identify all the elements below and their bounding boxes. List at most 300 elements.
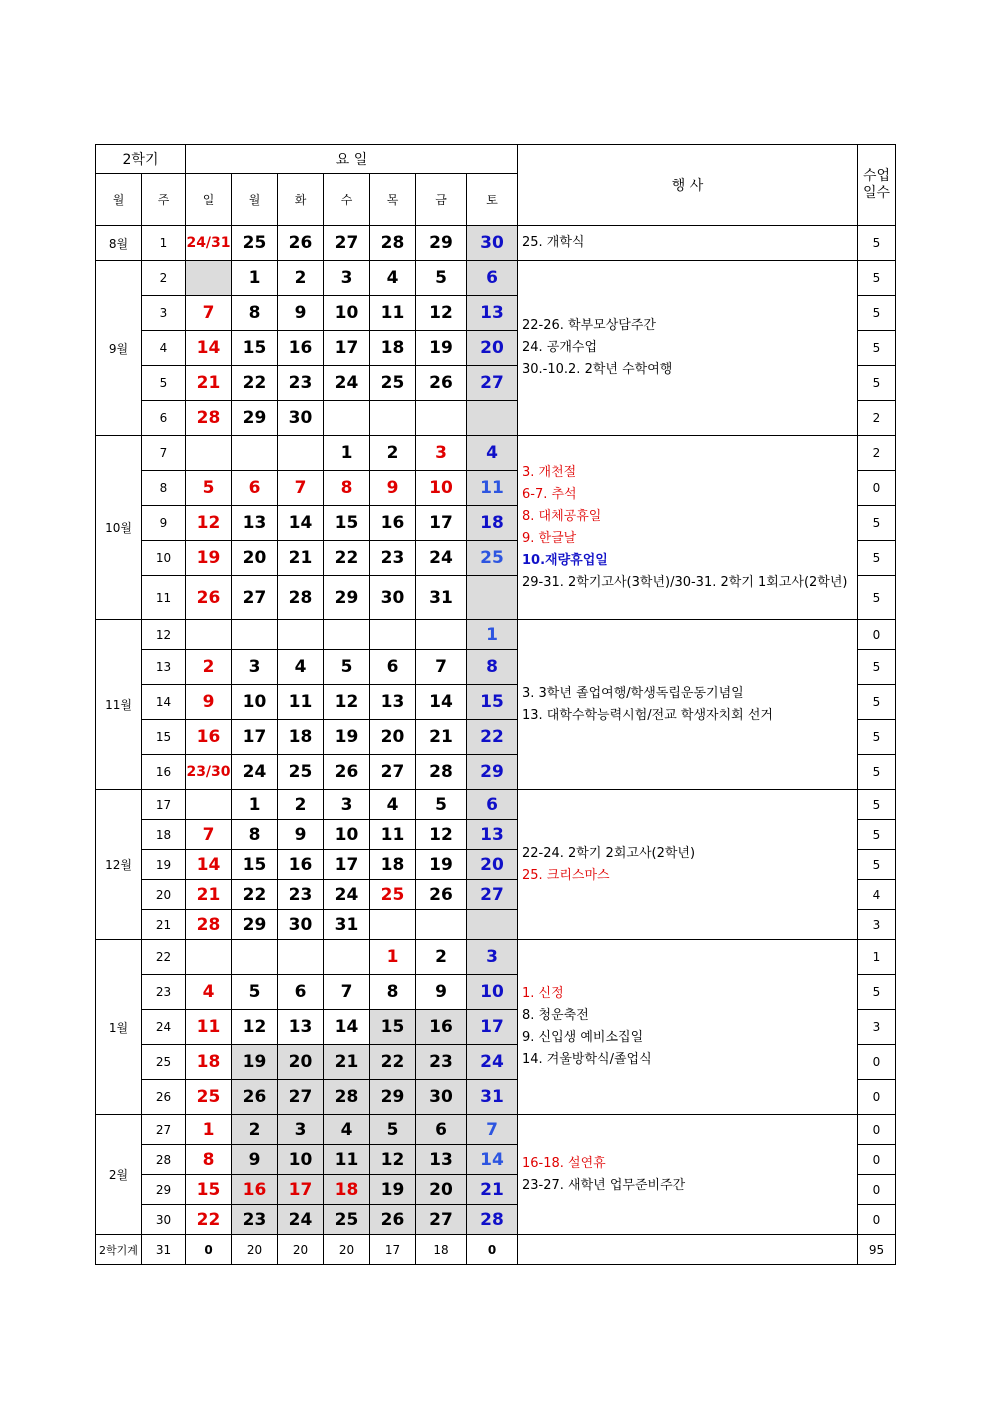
class-days-count: 0: [858, 1045, 896, 1080]
week-number: 16: [142, 755, 186, 790]
day-header-thu: 목: [370, 174, 416, 226]
day-cell-sun: 2: [186, 650, 232, 685]
totals-class-days: 95: [858, 1235, 896, 1265]
day-cell-sat: 15: [467, 685, 518, 720]
day-cell-fri: 13: [416, 1145, 467, 1175]
day-cell-thu: 19: [370, 1175, 416, 1205]
day-cell-tue: [278, 940, 324, 975]
class-days-count: 1: [858, 940, 896, 975]
week-row: [96, 1115, 896, 1145]
week-number: 26: [142, 1080, 186, 1115]
day-cell-wed: 24: [324, 880, 370, 910]
day-cell-wed: 3: [324, 261, 370, 296]
day-cell-mon: 1: [232, 790, 278, 820]
class-days-count: 5: [858, 261, 896, 296]
class-days-count: 5: [858, 790, 896, 820]
event-line: 16-18. 설연휴: [522, 1155, 606, 1171]
class-days-count: 0: [858, 1175, 896, 1205]
day-cell-thu: 12: [370, 1145, 416, 1175]
day-cell-wed: 19: [324, 720, 370, 755]
day-cell-wed: 11: [324, 1145, 370, 1175]
day-cell-tue: 28: [278, 576, 324, 620]
month-events: [518, 436, 858, 620]
day-cell-tue: 25: [278, 755, 324, 790]
day-cell-mon: 19: [232, 1045, 278, 1080]
day-cell-thu: 26: [370, 1205, 416, 1235]
day-cell-wed: 1: [324, 436, 370, 471]
day-cell-tue: 30: [278, 910, 324, 940]
day-cell-sat: 29: [467, 755, 518, 790]
day-cell-wed: 17: [324, 331, 370, 366]
week-row: [96, 261, 896, 296]
event-line: 29-31. 2학기고사(3학년)/30-31. 2학기 1회고사(2학년): [522, 574, 848, 590]
day-cell-sun: 4: [186, 975, 232, 1010]
totals-day-sat: 0: [467, 1235, 518, 1265]
totals-day-fri: 18: [416, 1235, 467, 1265]
month-events: [518, 261, 858, 436]
day-cell-tue: 18: [278, 720, 324, 755]
day-cell-tue: 10: [278, 1145, 324, 1175]
day-header-sun: 일: [186, 174, 232, 226]
day-cell-sun: [186, 940, 232, 975]
day-cell-sun: [186, 436, 232, 471]
day-cell-thu: [370, 910, 416, 940]
academic-calendar-table: [95, 144, 896, 1265]
day-cell-mon: 5: [232, 975, 278, 1010]
class-days-count: 0: [858, 620, 896, 650]
day-cell-wed: 17: [324, 850, 370, 880]
day-cell-mon: 24: [232, 755, 278, 790]
week-number: 21: [142, 910, 186, 940]
day-cell-fri: 26: [416, 366, 467, 401]
day-cell-wed: 24: [324, 366, 370, 401]
day-cell-thu: 25: [370, 366, 416, 401]
day-cell-fri: 7: [416, 650, 467, 685]
day-cell-tue: 16: [278, 850, 324, 880]
day-cell-fri: 3: [416, 436, 467, 471]
week-number: 3: [142, 296, 186, 331]
week-number: 12: [142, 620, 186, 650]
day-cell-sun: 11: [186, 1010, 232, 1045]
day-cell-sun: 14: [186, 331, 232, 366]
day-cell-thu: 18: [370, 331, 416, 366]
day-cell-mon: [232, 620, 278, 650]
day-cell-wed: [324, 620, 370, 650]
week-number: 13: [142, 650, 186, 685]
class-days-count: 5: [858, 226, 896, 261]
class-days-count: 5: [858, 975, 896, 1010]
week-number: 8: [142, 471, 186, 506]
day-cell-sat: 27: [467, 880, 518, 910]
day-cell-thu: 30: [370, 576, 416, 620]
event-line: 8. 대체공휴일: [522, 508, 602, 524]
day-cell-sun: 25: [186, 1080, 232, 1115]
week-number: 7: [142, 436, 186, 471]
day-cell-mon: 10: [232, 685, 278, 720]
day-cell-fri: 21: [416, 720, 467, 755]
day-header-sat: 토: [467, 174, 518, 226]
day-cell-fri: 19: [416, 850, 467, 880]
day-cell-wed: 4: [324, 1115, 370, 1145]
day-cell-sat: 8: [467, 650, 518, 685]
day-cell-fri: 12: [416, 820, 467, 850]
month-events: [518, 940, 858, 1115]
day-cell-fri: 26: [416, 880, 467, 910]
day-cell-wed: [324, 401, 370, 436]
day-cell-sat: 31: [467, 1080, 518, 1115]
day-cell-fri: 28: [416, 755, 467, 790]
week-number: 10: [142, 541, 186, 576]
event-line: 25. 크리스마스: [522, 867, 610, 883]
totals-day-sun: 0: [186, 1235, 232, 1265]
day-cell-sun: 16: [186, 720, 232, 755]
class-days-count: 0: [858, 1080, 896, 1115]
week-number: 14: [142, 685, 186, 720]
event-line: 9. 한글날: [522, 530, 577, 546]
day-cell-wed: [324, 940, 370, 975]
week-number: 11: [142, 576, 186, 620]
class-days-count: 5: [858, 755, 896, 790]
day-cell-fri: 27: [416, 1205, 467, 1235]
week-number: 22: [142, 940, 186, 975]
class-days-count: 4: [858, 880, 896, 910]
day-cell-thu: 27: [370, 755, 416, 790]
day-cell-mon: 25: [232, 226, 278, 261]
event-line: 14. 겨울방학식/졸업식: [522, 1052, 652, 1067]
day-cell-sat: 28: [467, 1205, 518, 1235]
day-cell-sat: 11: [467, 471, 518, 506]
day-cell-wed: 5: [324, 650, 370, 685]
day-cell-sat: 21: [467, 1175, 518, 1205]
week-row: [96, 790, 896, 820]
month-label: 1월: [96, 940, 142, 1115]
day-cell-wed: 8: [324, 471, 370, 506]
month-label: 2월: [96, 1115, 142, 1235]
week-number: 20: [142, 880, 186, 910]
day-cell-fri: 30: [416, 1080, 467, 1115]
week-number: 2: [142, 261, 186, 296]
event-line: 8. 청운축전: [522, 1008, 589, 1023]
class-days-count: 0: [858, 1115, 896, 1145]
day-cell-fri: 5: [416, 790, 467, 820]
week-number: 27: [142, 1115, 186, 1145]
day-cell-mon: [232, 436, 278, 471]
day-cell-sun: 12: [186, 506, 232, 541]
week-column-header: 주: [142, 174, 186, 226]
week-number: 30: [142, 1205, 186, 1235]
month-events: [518, 790, 858, 940]
day-cell-sat: 3: [467, 940, 518, 975]
day-cell-wed: 21: [324, 1045, 370, 1080]
day-cell-sat: 7: [467, 1115, 518, 1145]
event-line: 22-24. 2학기 2회고사(2학년): [522, 845, 696, 861]
class-days-header: 수업일수: [858, 145, 896, 226]
month-label: 9월: [96, 261, 142, 436]
totals-day-wed: 20: [324, 1235, 370, 1265]
day-cell-sun: 21: [186, 880, 232, 910]
day-cell-thu: 4: [370, 261, 416, 296]
day-cell-fri: [416, 620, 467, 650]
day-cell-mon: 27: [232, 576, 278, 620]
day-cell-sat: [467, 401, 518, 436]
day-cell-thu: 2: [370, 436, 416, 471]
totals-weeks: 31: [142, 1235, 186, 1265]
day-cell-fri: 9: [416, 975, 467, 1010]
day-cell-tue: 20: [278, 1045, 324, 1080]
day-cell-sat: 25: [467, 541, 518, 576]
class-days-count: 0: [858, 471, 896, 506]
day-cell-wed: 12: [324, 685, 370, 720]
day-of-week-header: 요 일: [186, 145, 518, 174]
day-cell-mon: 2: [232, 1115, 278, 1145]
class-days-count: 5: [858, 506, 896, 541]
week-number: 25: [142, 1045, 186, 1080]
day-cell-sun: 21: [186, 366, 232, 401]
day-cell-thu: 25: [370, 880, 416, 910]
day-cell-thu: 22: [370, 1045, 416, 1080]
day-cell-sat: 18: [467, 506, 518, 541]
day-cell-thu: 20: [370, 720, 416, 755]
class-days-count: 2: [858, 436, 896, 471]
day-cell-mon: 29: [232, 910, 278, 940]
day-cell-thu: 15: [370, 1010, 416, 1045]
month-label: 8월: [96, 226, 142, 261]
event-line: 6-7. 추석: [522, 486, 577, 502]
day-cell-sat: 4: [467, 436, 518, 471]
day-cell-fri: 17: [416, 506, 467, 541]
event-line: 3. 3학년 졸업여행/학생독립운동기념일: [522, 685, 744, 701]
day-cell-wed: 27: [324, 226, 370, 261]
day-cell-tue: 16: [278, 331, 324, 366]
day-cell-thu: 1: [370, 940, 416, 975]
event-line: 25. 개학식: [522, 235, 585, 250]
day-cell-mon: 29: [232, 401, 278, 436]
day-cell-thu: 11: [370, 296, 416, 331]
day-cell-tue: 23: [278, 366, 324, 401]
week-row: [96, 226, 896, 261]
class-days-count: 0: [858, 1205, 896, 1235]
event-line: 1. 신정: [522, 986, 564, 1001]
day-cell-wed: 3: [324, 790, 370, 820]
day-cell-thu: 5: [370, 1115, 416, 1145]
day-cell-fri: [416, 910, 467, 940]
day-cell-wed: 18: [324, 1175, 370, 1205]
day-cell-tue: 27: [278, 1080, 324, 1115]
day-cell-mon: 15: [232, 331, 278, 366]
day-header-fri: 금: [416, 174, 467, 226]
day-cell-sat: 20: [467, 850, 518, 880]
day-cell-sat: 13: [467, 820, 518, 850]
day-cell-thu: 6: [370, 650, 416, 685]
day-cell-fri: 23: [416, 1045, 467, 1080]
day-cell-sat: 27: [467, 366, 518, 401]
week-row: [96, 620, 896, 650]
day-cell-tue: [278, 620, 324, 650]
day-cell-sun: 19: [186, 541, 232, 576]
day-cell-fri: 6: [416, 1115, 467, 1145]
event-line: 10.재량휴업일: [522, 552, 608, 568]
day-cell-wed: 29: [324, 576, 370, 620]
day-cell-fri: 14: [416, 685, 467, 720]
week-number: 18: [142, 820, 186, 850]
event-line: 13. 대학수학능력시험/전교 학생자치회 선거: [522, 707, 773, 723]
day-cell-wed: 15: [324, 506, 370, 541]
day-cell-tue: 11: [278, 685, 324, 720]
day-cell-fri: 2: [416, 940, 467, 975]
day-cell-mon: 17: [232, 720, 278, 755]
day-cell-sun: 15: [186, 1175, 232, 1205]
day-cell-thu: 16: [370, 506, 416, 541]
day-cell-sun: 23/30: [186, 755, 232, 790]
day-cell-mon: [232, 940, 278, 975]
day-cell-sun: 5: [186, 471, 232, 506]
totals-day-mon: 20: [232, 1235, 278, 1265]
week-number: 24: [142, 1010, 186, 1045]
day-cell-thu: 28: [370, 226, 416, 261]
day-cell-wed: 26: [324, 755, 370, 790]
day-cell-sun: 28: [186, 910, 232, 940]
week-number: 19: [142, 850, 186, 880]
day-cell-fri: 5: [416, 261, 467, 296]
day-cell-tue: 2: [278, 261, 324, 296]
totals-label: 2학기계: [96, 1235, 142, 1265]
day-cell-fri: 10: [416, 471, 467, 506]
day-cell-thu: [370, 620, 416, 650]
day-cell-sun: [186, 620, 232, 650]
day-cell-sun: 24/31: [186, 226, 232, 261]
day-cell-tue: 21: [278, 541, 324, 576]
totals-events: [518, 1235, 858, 1265]
totals-day-thu: 17: [370, 1235, 416, 1265]
day-cell-thu: 11: [370, 820, 416, 850]
day-cell-sat: 17: [467, 1010, 518, 1045]
day-cell-wed: 22: [324, 541, 370, 576]
day-header-mon: 월: [232, 174, 278, 226]
day-cell-wed: 10: [324, 296, 370, 331]
day-cell-mon: 12: [232, 1010, 278, 1045]
week-number: 15: [142, 720, 186, 755]
day-cell-tue: 13: [278, 1010, 324, 1045]
class-days-count: 5: [858, 720, 896, 755]
week-number: 4: [142, 331, 186, 366]
day-cell-sun: 22: [186, 1205, 232, 1235]
day-cell-fri: 19: [416, 331, 467, 366]
day-cell-thu: 13: [370, 685, 416, 720]
day-cell-tue: 4: [278, 650, 324, 685]
semester-header: 2학기: [96, 145, 186, 174]
week-number: 6: [142, 401, 186, 436]
day-cell-tue: 26: [278, 226, 324, 261]
day-cell-tue: 7: [278, 471, 324, 506]
day-cell-fri: 20: [416, 1175, 467, 1205]
day-cell-sun: 7: [186, 296, 232, 331]
day-cell-thu: 4: [370, 790, 416, 820]
class-days-count: 5: [858, 850, 896, 880]
day-cell-mon: 22: [232, 366, 278, 401]
day-cell-mon: 23: [232, 1205, 278, 1235]
day-cell-sat: 20: [467, 331, 518, 366]
event-line: 22-26. 학부모상담주간: [522, 318, 656, 333]
day-cell-fri: 24: [416, 541, 467, 576]
month-column-header: 월: [96, 174, 142, 226]
day-header-tue: 화: [278, 174, 324, 226]
day-cell-mon: 20: [232, 541, 278, 576]
month-label: 12월: [96, 790, 142, 940]
day-cell-tue: 9: [278, 820, 324, 850]
day-cell-fri: 29: [416, 226, 467, 261]
day-cell-sat: 6: [467, 790, 518, 820]
class-days-count: 5: [858, 576, 896, 620]
day-cell-fri: 16: [416, 1010, 467, 1045]
day-cell-thu: 29: [370, 1080, 416, 1115]
day-cell-wed: 25: [324, 1205, 370, 1235]
week-number: 28: [142, 1145, 186, 1175]
week-number: 9: [142, 506, 186, 541]
day-cell-thu: 8: [370, 975, 416, 1010]
day-cell-sat: 1: [467, 620, 518, 650]
day-cell-mon: 9: [232, 1145, 278, 1175]
class-days-count: 3: [858, 910, 896, 940]
day-cell-tue: [278, 436, 324, 471]
day-cell-wed: 10: [324, 820, 370, 850]
class-days-count: 5: [858, 685, 896, 720]
day-cell-tue: 14: [278, 506, 324, 541]
day-cell-mon: 15: [232, 850, 278, 880]
month-label: 11월: [96, 620, 142, 790]
week-number: 5: [142, 366, 186, 401]
day-cell-sat: [467, 910, 518, 940]
day-cell-sun: 26: [186, 576, 232, 620]
day-cell-sun: [186, 790, 232, 820]
day-cell-sat: [467, 576, 518, 620]
day-cell-wed: 14: [324, 1010, 370, 1045]
day-cell-mon: 26: [232, 1080, 278, 1115]
totals-row: [96, 1235, 896, 1265]
day-cell-mon: 8: [232, 820, 278, 850]
day-cell-mon: 8: [232, 296, 278, 331]
day-cell-sat: 14: [467, 1145, 518, 1175]
event-line: 3. 개천절: [522, 464, 577, 480]
class-days-count: 3: [858, 1010, 896, 1045]
day-cell-sat: 6: [467, 261, 518, 296]
class-days-count: 0: [858, 1145, 896, 1175]
day-cell-mon: 16: [232, 1175, 278, 1205]
class-days-count: 5: [858, 820, 896, 850]
week-number: 17: [142, 790, 186, 820]
day-cell-sun: 9: [186, 685, 232, 720]
day-cell-thu: 23: [370, 541, 416, 576]
class-days-count: 5: [858, 331, 896, 366]
week-row: [96, 940, 896, 975]
day-cell-sat: 22: [467, 720, 518, 755]
month-events: [518, 1115, 858, 1235]
day-cell-wed: 7: [324, 975, 370, 1010]
week-number: 29: [142, 1175, 186, 1205]
day-cell-tue: 17: [278, 1175, 324, 1205]
day-cell-tue: 23: [278, 880, 324, 910]
day-cell-sat: 24: [467, 1045, 518, 1080]
event-line: 9. 신입생 예비소집일: [522, 1030, 644, 1045]
event-line: 24. 공개수업: [522, 340, 598, 355]
class-days-count: 5: [858, 541, 896, 576]
day-cell-tue: 2: [278, 790, 324, 820]
day-cell-thu: 9: [370, 471, 416, 506]
day-cell-fri: 12: [416, 296, 467, 331]
day-cell-sat: 13: [467, 296, 518, 331]
week-number: 1: [142, 226, 186, 261]
event-line: 30.-10.2. 2학년 수학여행: [522, 362, 673, 377]
day-cell-tue: 3: [278, 1115, 324, 1145]
